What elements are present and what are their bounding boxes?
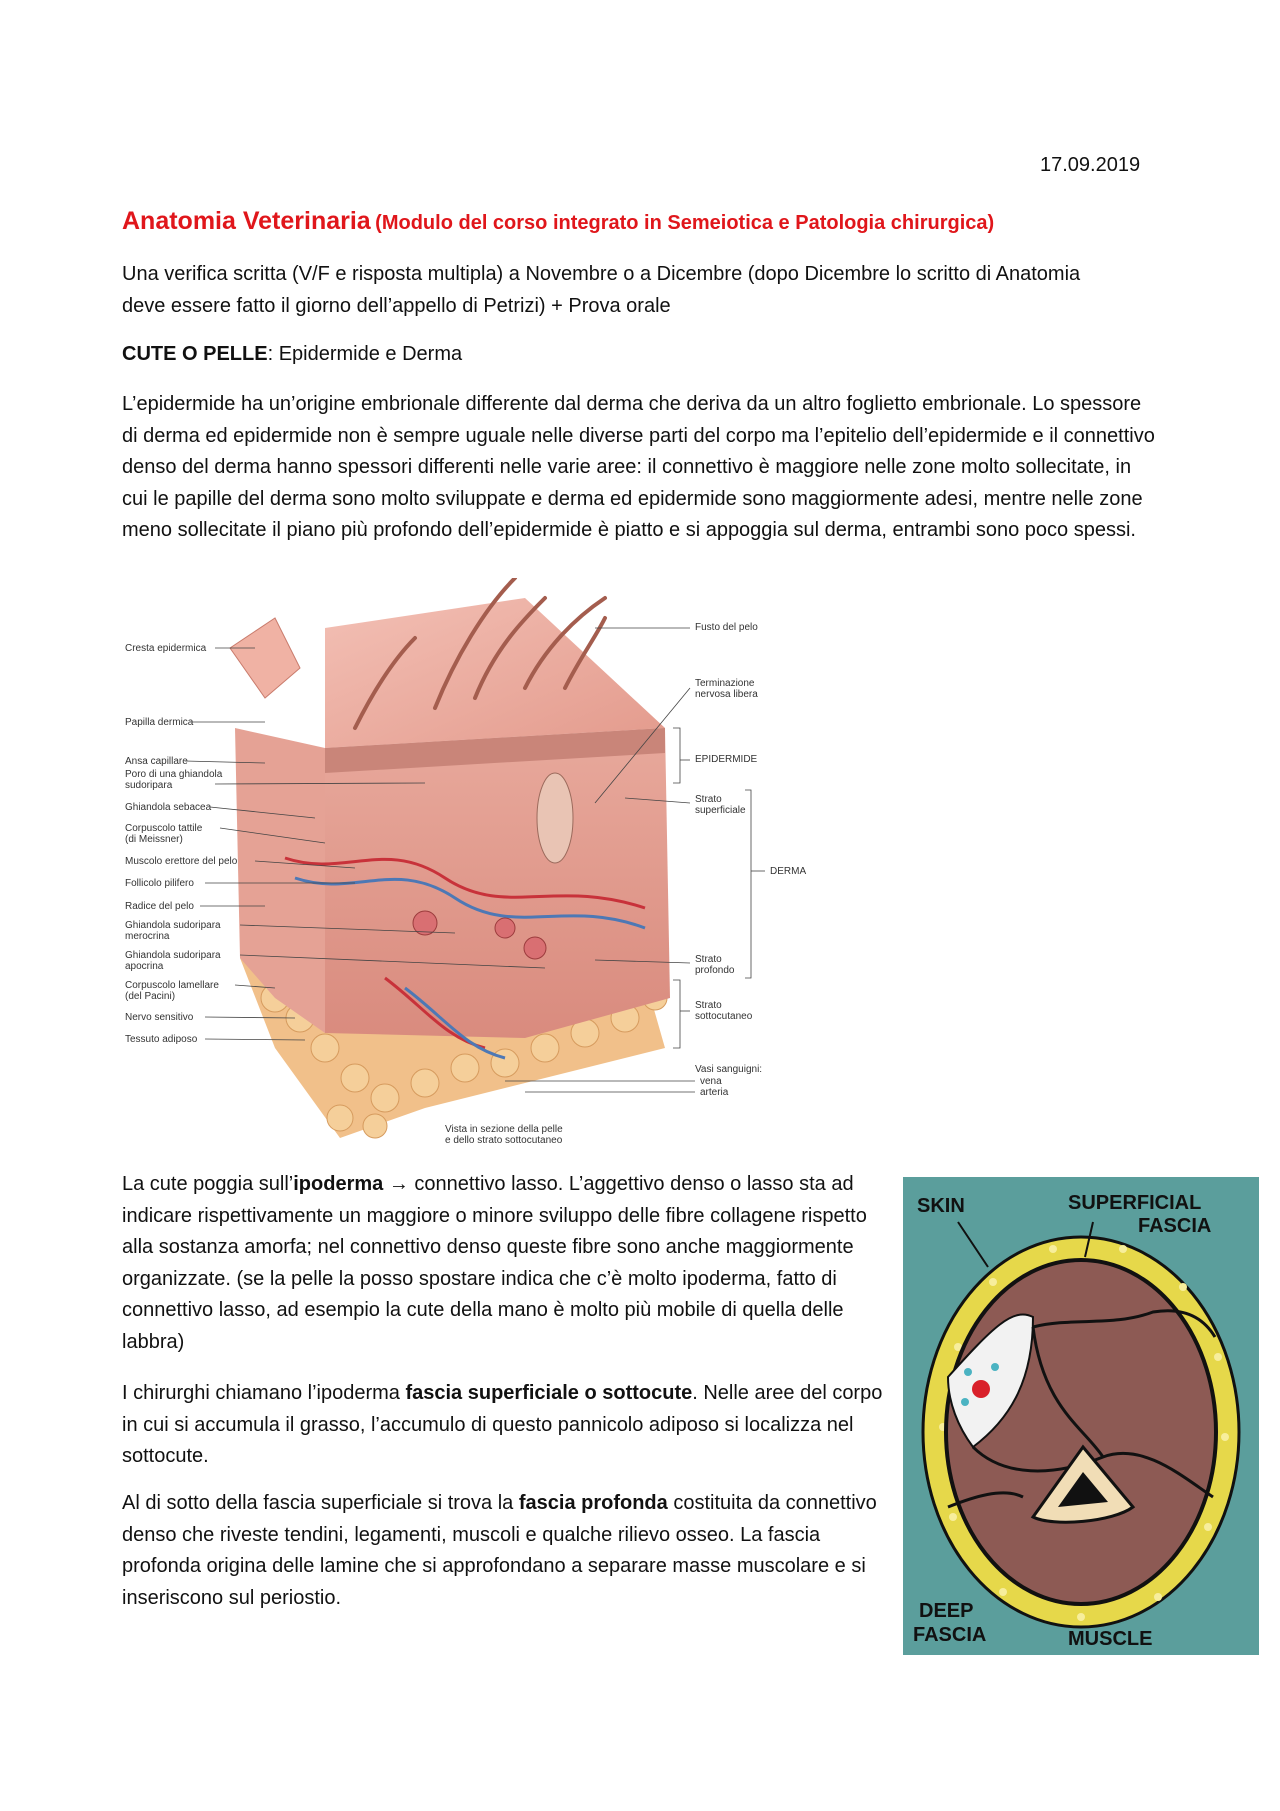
label-ghiandola-merocrina: Ghiandola sudoripara	[125, 920, 221, 931]
label-muscle: MUSCLE	[1068, 1628, 1153, 1650]
label-radice-pelo: Radice del pelo	[125, 901, 194, 912]
label-pacini: (del Pacini)	[125, 991, 176, 1002]
label-cresta-epidermica: Cresta epidermica	[125, 643, 207, 654]
label-fascia: FASCIA	[1138, 1215, 1212, 1237]
label-deep: DEEP	[919, 1600, 974, 1622]
label-corpuscolo-tattile: Corpuscolo tattile	[125, 823, 203, 834]
paragraph-fascia-profonda	[122, 1488, 892, 1614]
epidermal-ridge-flap	[230, 618, 300, 698]
label-poro-ghiandola-cont: sudoripara	[125, 780, 173, 791]
label-sottocutaneo: sottocutaneo	[695, 1011, 753, 1022]
label-profondo: profondo	[695, 965, 735, 976]
label-strato-superficiale: Strato	[695, 794, 722, 805]
label-poro-ghiandola: Poro di una ghiandola	[125, 769, 223, 780]
document-date: 17.09.2019	[1040, 154, 1141, 176]
title-subtitle: (Modulo del corso integrato in Semeiotica e Patologia chirurgica)	[375, 212, 995, 234]
artery-icon	[972, 1380, 990, 1398]
label-ansa-capillare: Ansa capillare	[125, 756, 188, 767]
label-epidermide: EPIDERMIDE	[695, 754, 758, 765]
label-ghiandola-apocrina: Ghiandola sudoripara	[125, 950, 221, 961]
label-vena: vena	[700, 1076, 722, 1087]
label-nervo-sensitivo: Nervo sensitivo	[125, 1012, 194, 1023]
p3-text-c: . Nelle aree del corpo in cui si accumula il grasso, l’accumulo di questo pannicolo adiposo si localizza nel sottocute.	[122, 1382, 883, 1467]
label-strato-profondo: Strato	[695, 954, 722, 965]
section-heading-bold: CUTE O PELLE	[122, 343, 268, 365]
label-papilla-dermica: Papilla dermica	[125, 717, 194, 728]
skin-section-figure	[125, 578, 815, 1148]
p4-text-a: Al di sotto della fascia superficiale si trova la	[122, 1492, 519, 1514]
paragraph-fascia-superficiale	[122, 1378, 892, 1473]
arrow-right-icon: →	[388, 1173, 409, 1195]
label-terminazione-cont: nervosa libera	[695, 689, 758, 700]
left-labels	[125, 643, 238, 1045]
p2-text-a: La cute poggia sull’	[122, 1173, 294, 1195]
label-superficial: SUPERFICIAL	[1068, 1192, 1202, 1214]
figure-caption-line1: Vista in sezione della pelle	[445, 1124, 563, 1135]
label-follicolo-pilifero: Follicolo pilifero	[125, 878, 194, 889]
label-ghiandola-sebacea: Ghiandola sebacea	[125, 802, 212, 813]
p3-text-a: I chirurghi chiamano l’ipoderma	[122, 1382, 406, 1404]
section-heading-rest: : Epidermide e Derma	[267, 343, 463, 365]
document-title	[122, 207, 1172, 236]
figure-caption-line2: e dello strato sottocutaneo	[445, 1135, 563, 1146]
p4-text-c: costituita da connettivo denso che riveste tendini, legamenti, muscoli e qualche rilievo osseo. La fascia profonda origina delle lamine che si approfondano a separare masse muscolare e si inseriscono sul periostio.	[122, 1492, 877, 1609]
hair-follicle-shape	[537, 773, 573, 863]
label-terminazione: Terminazione	[695, 678, 755, 689]
section-heading	[122, 339, 1082, 371]
label-deep-fascia: FASCIA	[913, 1624, 987, 1646]
paragraph-ipoderma	[122, 1169, 892, 1358]
p4-bold-fascia-profonda: fascia profonda	[518, 1492, 668, 1514]
p2-text-d: connettivo lasso. L’aggettivo denso o lasso sta ad indicare rispettivamente un maggiore o minore sviluppo delle fibre collagene rispetto alla sostanza amorfa; nel connettivo denso queste fibre sono anche maggiormente organizzate. (se la pelle la posso spostare indica che c’è molto ipoderma, fatto di connettivo lasso, ad esempio la cute della mano è molto più mobile di quella delle labbra)	[122, 1173, 867, 1353]
title-main: Anatomia Veterinaria	[122, 207, 371, 235]
epidermis-top-face	[325, 598, 665, 748]
label-skin: SKIN	[917, 1195, 965, 1217]
label-meissner: (di Meissner)	[125, 834, 183, 845]
label-vasi-sanguigni: Vasi sanguigni:	[695, 1064, 763, 1075]
label-tessuto-adiposo: Tessuto adiposo	[125, 1034, 198, 1045]
label-strato-sottocutaneo: Strato	[695, 1000, 722, 1011]
fascia-cross-section-figure	[903, 1177, 1259, 1655]
label-corpuscolo-lamellare: Corpuscolo lamellare	[125, 980, 219, 991]
paragraph-epidermide: L’epidermide ha un’origine embrionale differente dal derma che deriva da un altro foglietto embrionale. Lo spessore di derma ed epidermide non è sempre uguale nelle diverse parti del corpo ma l’epitelio dell’epidermide e il connettivo denso del derma hanno spessori differenti nelle varie aree: il connettivo è maggiore nelle zone molto sollecitate, in cui le papille del derma sono molto sviluppate e derma ed epidermide sono maggiormente adesi, mentre nelle zone meno sollecitate il piano più profondo dell’epidermide è piatto e si appoggia sul derma, entrambi sono poco spessi.	[122, 393, 1155, 541]
label-arteria: arteria	[700, 1087, 729, 1098]
label-fusto-pelo: Fusto del pelo	[695, 622, 758, 633]
label-merocrina: merocrina	[125, 931, 170, 942]
p2-bold-ipoderma: ipoderma	[293, 1173, 384, 1195]
label-apocrina: apocrina	[125, 961, 164, 972]
label-derma: DERMA	[770, 866, 807, 877]
label-muscolo-erettore: Muscolo erettore del pelo	[125, 856, 238, 867]
dermis-left-face	[235, 728, 325, 1033]
label-superficiale: superficiale	[695, 805, 746, 816]
intro-paragraph: Una verifica scritta (V/F e risposta multipla) a Novembre o a Dicembre (dopo Dicembre lo scritto di Anatomia deve essere fatto il giorno dell’appello di Petrizi) + Prova orale	[122, 263, 1081, 317]
p3-bold-fascia: fascia superficiale o sottocute	[405, 1382, 693, 1404]
